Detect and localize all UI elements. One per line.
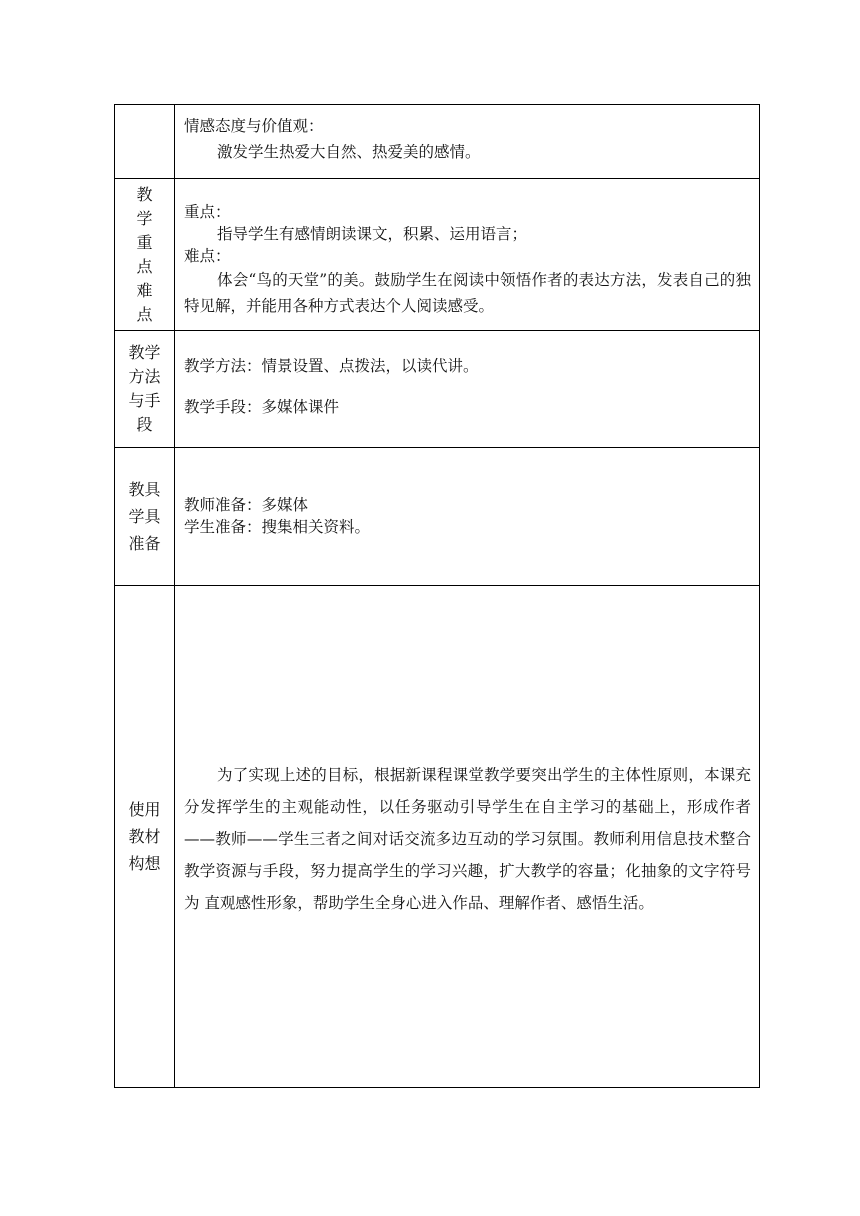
key-points-row [115, 179, 760, 331]
label-char: 学 [136, 208, 153, 228]
concept-row [115, 586, 760, 1088]
lesson-plan-table [114, 104, 760, 1088]
label-line: 方法 [128, 367, 161, 386]
label-line: 教学 [128, 343, 161, 362]
concept-content-cell [175, 586, 760, 1088]
emotion-label-cell [115, 105, 175, 179]
methods-row [115, 331, 760, 448]
difficulty-text: 体会“鸟的天堂”的美。鼓励学生在阅读中领悟作者的表达方法，发表自己的独特见解，并能用各种方式表达个人阅读感受。 [184, 271, 751, 315]
tools-label-cell [115, 448, 175, 586]
label-char: 重 [136, 232, 153, 252]
tools-row [115, 448, 760, 586]
label-line: 学具 [128, 507, 161, 526]
concept-text: 为了实现上述的目标，根据新课程课堂教学要突出学生的主体性原则，本课充分发挥学生的主观能动性，以任务驱动引导学生在自主学习的基础上，形成作者——教师——学生三者之间对话交流多边互动的学习氛围。教师利用信息技术整合教学资源与手段，努力提高学生的学习兴趣，扩大教学的容量；化抽象的文字符号为 直观感性形象，帮助学生全身心进入作品、理解作者、感悟生活。 [184, 765, 751, 912]
label-char: 点 [136, 304, 153, 324]
method-text: 教学方法：情景设置、点拨法，以读代讲。 [184, 357, 479, 375]
methods-label-cell [115, 331, 175, 448]
emotion-content-cell [175, 105, 760, 179]
concept-label-cell [115, 586, 175, 1088]
label-line: 与手 [128, 391, 161, 410]
label-line: 使用 [128, 800, 161, 819]
means-text: 教学手段：多媒体课件 [184, 398, 340, 416]
methods-label [115, 341, 174, 437]
key-points-content-cell [175, 179, 760, 331]
emotion-row [115, 105, 760, 179]
concept-label [115, 796, 174, 877]
tools-label [115, 476, 174, 557]
difficulty-heading: 难点： [184, 247, 231, 265]
label-line: 段 [136, 415, 153, 434]
label-line: 教具 [128, 480, 161, 499]
key-points-label [115, 183, 174, 327]
key-points-label-cell [115, 179, 175, 331]
key-heading: 重点： [184, 203, 231, 221]
emotion-text: 激发学生热爱大自然、热爱美的感情。 [217, 143, 481, 161]
label-line: 构想 [128, 854, 161, 873]
label-char: 教 [136, 184, 153, 204]
tools-content-cell [175, 448, 760, 586]
teacher-prep-text: 教师准备：多媒体 [184, 496, 309, 514]
student-prep-text: 学生准备：搜集相关资料。 [184, 518, 371, 536]
label-line: 准备 [128, 534, 161, 553]
label-line: 教材 [128, 827, 161, 846]
emotion-heading: 情感态度与价值观： [184, 117, 324, 135]
label-char: 点 [136, 256, 153, 276]
key-text: 指导学生有感情朗读课文，积累、运用语言； [217, 225, 528, 243]
label-char: 难 [136, 280, 153, 300]
methods-content-cell [175, 331, 760, 448]
